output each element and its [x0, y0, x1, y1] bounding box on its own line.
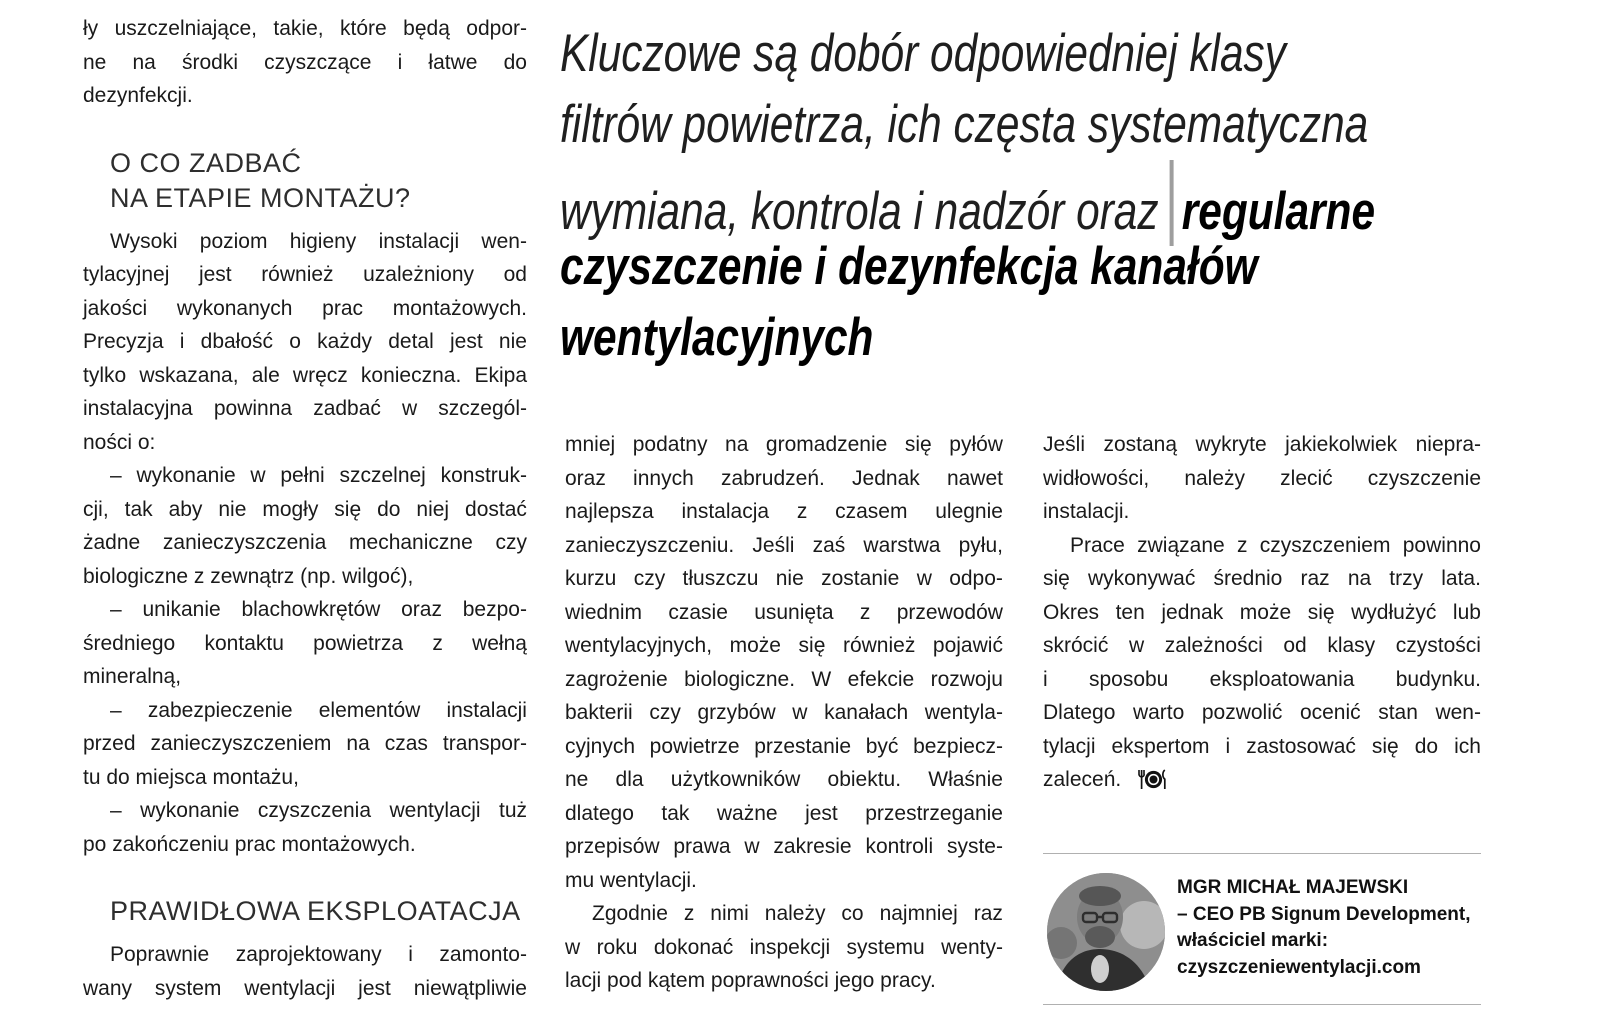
text-line: średniego kontaktu powietrza z wełną	[83, 631, 527, 655]
paragraph	[83, 938, 527, 1005]
text-line: i sposobu eksploatowania budynku.	[1043, 667, 1481, 691]
section-heading-line: O CO ZADBAĆ	[110, 147, 302, 178]
fork-and-knife-plate-icon	[1136, 769, 1167, 790]
text-line: ne dla użytkowników obiektu. Właśnie	[565, 768, 1003, 791]
pull-quote-line	[560, 160, 1600, 241]
paragraph	[83, 225, 527, 460]
text-line: Prace związane z czyszczeniem powinno	[1070, 533, 1481, 557]
text-line: tu do miejsca montażu,	[83, 765, 299, 789]
paragraph	[83, 12, 527, 113]
author-photo	[1047, 873, 1165, 991]
text-line: dlatego tak ważne jest przestrzeganie	[565, 801, 1003, 825]
text-line: zanieczyszczeniu. Jeśli zaś warstwa pyłu,	[565, 533, 1003, 557]
section-heading-line: NA ETAPIE MONTAŻU?	[110, 182, 411, 213]
column-left	[83, 12, 527, 1005]
text-line: przepisów prawa w zakresie kontroli syste-	[565, 835, 1003, 858]
portrait-placeholder-image	[1047, 873, 1165, 991]
text-line: mu wentylacji.	[565, 868, 697, 892]
section-heading	[83, 146, 527, 216]
pull-quote-segment: wymiana, kontrola i nadzór oraz	[560, 182, 1159, 241]
text-line: – wykonanie w pełni szczelnej konstruk-	[110, 464, 527, 487]
text-line: najlepsza instalacja z czasem ulegnie	[565, 500, 1003, 523]
text-line: tylko wskazana, ale wręcz konieczna. Ekipa	[83, 363, 527, 387]
text-line: wany system wentylacji jest niewątpliwie	[83, 976, 527, 1000]
text-line: Okres ten jednak może się wydłużyć lub	[1043, 600, 1481, 624]
text-line: skrócić w zależności od klasy czystości	[1043, 634, 1481, 657]
paragraph	[83, 694, 527, 795]
text-line: lacji pod kątem poprawności jego pracy.	[565, 969, 936, 992]
paragraph	[83, 459, 527, 593]
pull-quote-segment: czyszczenie i dezynfekcja kanałów	[560, 237, 1258, 296]
text-line: – unikanie blachowkrętów oraz bezpo-	[110, 598, 527, 621]
text-line: dezynfekcji.	[83, 84, 193, 107]
text-line: Jeśli zostaną wykryte jakiekolwiek niepra-	[1043, 433, 1481, 456]
paragraph	[565, 897, 1003, 998]
author-bio-text	[1177, 875, 1471, 981]
text-line: Precyzja i dbałość o każdy detal jest nie	[83, 330, 527, 353]
text-line: zagrożenie biologiczne. W efekcie rozwoju	[565, 667, 1003, 691]
text-line: w roku dokonać inspekcji systemu wenty-	[565, 935, 1003, 959]
text-line: Wysoki poziom higieny instalacji wen-	[110, 229, 527, 253]
pull-quote-line	[560, 89, 1600, 160]
text-line: – wykonanie czyszczenia wentylacji tuż	[110, 799, 527, 822]
paragraph	[1043, 529, 1481, 797]
text-line: biologiczne z zewnątrz (np. wilgoć),	[83, 564, 414, 588]
text-line: przed zanieczyszczeniem na czas transpor-	[83, 732, 527, 755]
author-title: – CEO PB Signum Development,	[1177, 903, 1471, 925]
pull-quote-segment: regularne	[1181, 182, 1376, 241]
pull-quote-line	[560, 18, 1600, 89]
text-line: Zgodnie z nimi należy co najmniej raz	[592, 902, 1003, 925]
author-brand-url: czyszczeniewentylacji.com	[1177, 956, 1421, 978]
text-line: kurzu czy tłuszczu nie zostanie w odpo-	[565, 567, 1003, 590]
text-line: Dlatego warto pozwolić ocenić stan wen-	[1043, 701, 1481, 724]
pull-quote-line	[560, 231, 1600, 302]
text-line: ności o:	[83, 430, 156, 454]
pull-quote-segment: wentylacyjnych	[560, 308, 874, 367]
text-line: bakterii czy grzybów w kanałach wentyla-	[565, 701, 1003, 724]
paragraph	[83, 794, 527, 861]
text-line: ły uszczelniające, takie, które będą odpor-	[83, 17, 527, 40]
text-line: Poprawnie zaprojektowany i zamonto-	[110, 943, 527, 966]
text-line: widłowości, należy zlecić czyszczenie	[1043, 466, 1481, 490]
section-heading	[83, 894, 527, 929]
text-line: jakości wykonanych prac montażowych.	[83, 296, 527, 320]
text-line: tylacyjnej jest również uzależniony od	[83, 263, 527, 286]
text-line: mineralną,	[83, 665, 182, 688]
text-line: żadne zanieczyszczenia mechaniczne czy	[83, 531, 527, 554]
text-line: instalacji.	[1043, 500, 1130, 523]
text-line: tylacji ekspertom i zastosować się do ich	[1043, 734, 1481, 758]
pull-quote-lines	[560, 18, 1600, 373]
author-bio-card	[1043, 853, 1481, 1005]
author-name: MGR MICHAŁ MAJEWSKI	[1177, 877, 1409, 898]
pull-quote-segment: Kluczowe są dobór odpowiedniej klasy	[560, 24, 1286, 83]
pull-quote-segment: filtrów powietrza, ich częsta systematyczna	[560, 95, 1369, 154]
text-line: instalacyjna powinna zadbać w szczegól-	[83, 397, 527, 420]
column-right	[1043, 428, 1481, 797]
text-line: cyjnych powietrze przestanie być bezpiecz-	[565, 734, 1003, 758]
paragraph	[1043, 428, 1481, 529]
text-line: wentylacyjnych, może się również pojawić	[565, 634, 1003, 657]
text-line: mniej podatny na gromadzenie się pyłów	[565, 433, 1003, 456]
text-line: – zabezpieczenie elementów instalacji	[110, 698, 527, 722]
text-line: się wykonywać średnio raz na trzy lata.	[1043, 567, 1481, 590]
text-line: cji, tak aby nie mogły się do niej dostać	[83, 497, 527, 521]
section-heading-line: PRAWIDŁOWA EKSPLOATACJA	[110, 896, 521, 926]
text-line: zaleceń.	[1043, 763, 1481, 797]
text-line: ne na środki czyszczące i łatwe do	[83, 50, 527, 74]
text-line: oraz innych zabrudzeń. Jednak nawet	[565, 466, 1003, 490]
text-line: wiednim czasie usunięta z przewodów	[565, 600, 1003, 624]
paragraph	[83, 593, 527, 694]
paragraph	[565, 428, 1003, 897]
text-line: po zakończeniu prac montażowych.	[83, 832, 416, 856]
column-middle	[565, 428, 1003, 998]
pull-quote-line	[560, 302, 1600, 373]
pull-quote	[560, 18, 1600, 373]
author-brand-label: właściciel marki:	[1177, 930, 1329, 951]
